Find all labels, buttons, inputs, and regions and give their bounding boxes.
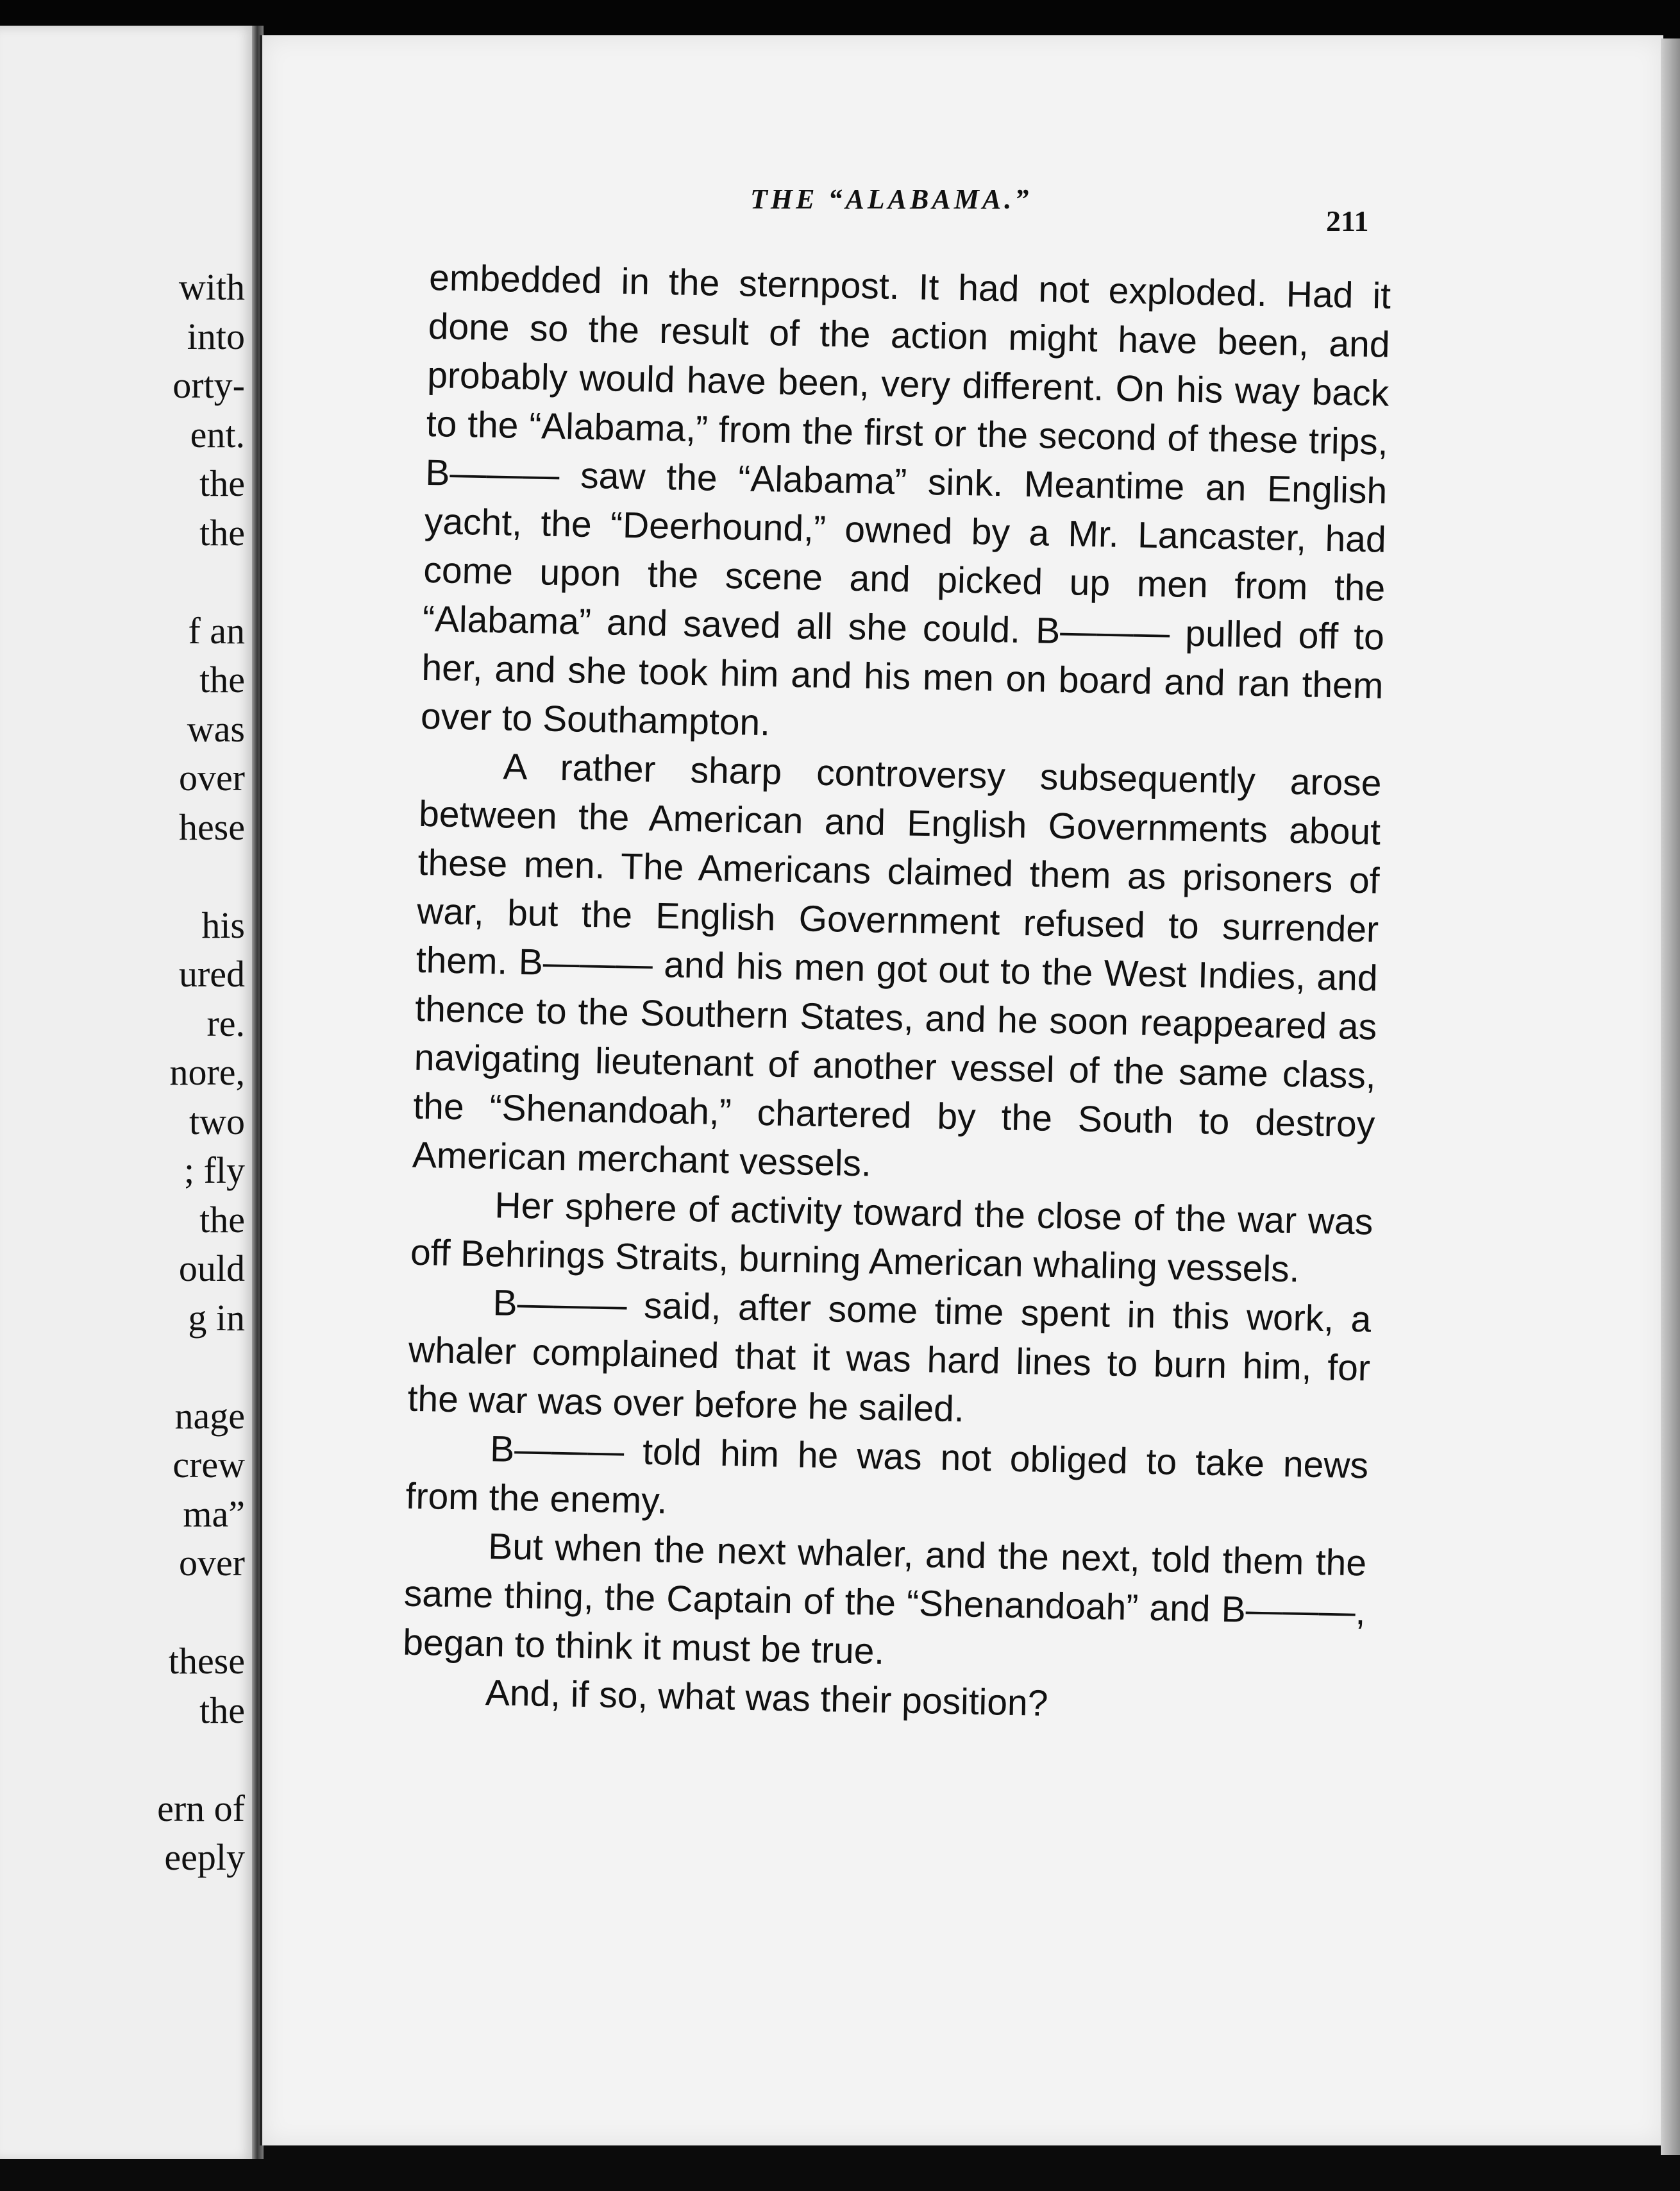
facing-page-line — [1, 1588, 245, 1637]
facing-page-line: ern of — [157, 1787, 245, 1829]
paragraph: Her sphere of activity toward the close of the war was off Behrings Straits, burning American whaling vessels. — [410, 1185, 1373, 1290]
facing-page-line: over — [178, 757, 245, 799]
facing-page-line — [1, 557, 245, 607]
facing-page-line: re. — [206, 1002, 245, 1044]
facing-page-line: eeply — [164, 1836, 245, 1878]
paragraph: But when the next whaler, and the next, told them the same thing, the Captain of the “Shenandoah” and B———, began to think it must be true. — [402, 1526, 1367, 1673]
facing-page-line: the — [199, 1198, 245, 1240]
page-body-text — [401, 253, 1391, 1734]
facing-page-line: orty- — [172, 364, 245, 406]
facing-page-line: the — [199, 462, 245, 504]
facing-page-line: with — [178, 266, 245, 308]
facing-page-line: nage — [174, 1394, 245, 1437]
facing-page-line: nore, — [169, 1051, 245, 1093]
facing-page-line: these — [168, 1640, 245, 1682]
paragraph: A rather sharp controversy subsequently arose between the American and English Governments about these men. The Americans claimed them as prisoners of war, but the English Government refused to surrender them. B——— and his men got out to the West Indies, and thence to the Southern States, and he soon reappeared as navigating lieutenant of another vessel of the same class, the “Shenandoah,” chartered by the South to destroy American merchant vessels. — [412, 746, 1382, 1185]
scan-bottom-border — [0, 2159, 1680, 2191]
facing-page-line: ould — [178, 1248, 245, 1289]
paragraph: B——— told him he was not obliged to take news from the enemy. — [405, 1428, 1369, 1522]
paragraph: And, if so, what was their position? — [485, 1672, 1049, 1724]
facing-page-line: hese — [178, 806, 245, 848]
page-edge-shadow — [1661, 38, 1680, 2155]
page-number: 211 — [1326, 205, 1369, 237]
facing-page-line: g in — [188, 1296, 245, 1339]
facing-page-line: crew — [172, 1444, 245, 1485]
facing-page-line: the — [199, 1689, 245, 1731]
facing-page-line: into — [187, 315, 245, 357]
facing-page-line — [1, 852, 245, 901]
facing-page-line: ent. — [190, 413, 245, 455]
facing-page-line — [1, 1735, 245, 1784]
facing-page-line: over — [178, 1542, 245, 1584]
facing-page-line: the — [199, 511, 245, 554]
facing-page-line: two — [189, 1100, 245, 1142]
facing-page-line: ma” — [183, 1493, 245, 1535]
paragraph: B——— said, after some time spent in this work, a whaler complained that it was hard lines to burn him, for the war was over before he sailed. — [407, 1282, 1372, 1430]
paragraph: embedded in the sternpost. It had not exploded. Had it done so the result of the action might have been, and probably would have been, very different. On his way back to the “Alabama,” from the first or the second of these trips, B——— saw the “Alabama” sink. Meantime an English yacht, the “Deerhound,” owned by a Mr. Lancaster, had come upon the scene and picked up men from the “Alabama” and saved all she could. B——— pulled off to her, and she took him and his men on board and ran them over to Southampton. — [420, 257, 1391, 744]
facing-page-line: was — [187, 707, 245, 750]
facing-page-line — [1, 1342, 245, 1392]
facing-page-left — [0, 26, 256, 2161]
running-head: THE “ALABAMA.” — [750, 183, 1032, 215]
facing-page-text — [1, 263, 245, 1882]
facing-page-line: ; fly — [183, 1149, 245, 1191]
facing-page-line: ured — [178, 953, 245, 995]
facing-page-line: the — [199, 659, 245, 700]
facing-page-line: his — [201, 904, 245, 946]
facing-page-line: f an — [188, 609, 245, 652]
